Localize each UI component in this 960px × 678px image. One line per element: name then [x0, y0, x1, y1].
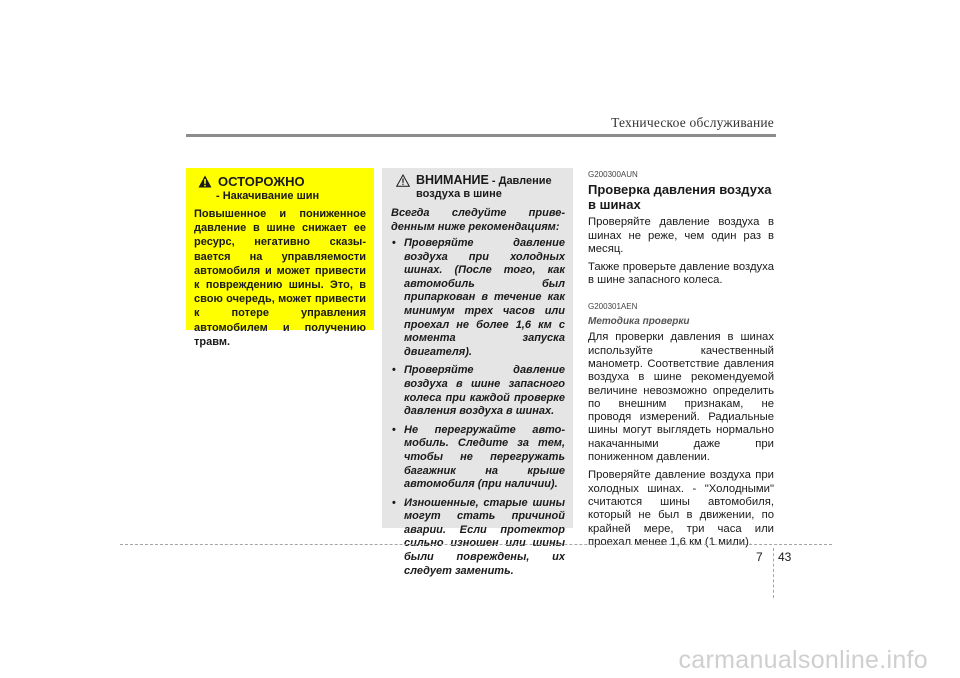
paragraph-spare-tire: Также проверьте давление воздуха в шине запасного колеса. [588, 261, 774, 287]
section-title: Техническое обслуживание [611, 115, 774, 130]
caution-intro: Всегда следуйте приве- денным ниже рекомендациям: [391, 207, 565, 233]
tire-pressure-section [588, 168, 774, 554]
caution-box [382, 168, 573, 577]
caution-triangle-icon [396, 174, 410, 187]
section-heading: Проверка давления воздуха в шинах [588, 182, 772, 212]
list-item: • Не перегружайте авто- мобиль. Следите за тем, чтобы не перегружать багажник на крыше автомобиля (при наличии). [392, 423, 565, 491]
footer-divider [773, 548, 774, 598]
warning-triangle-icon [198, 175, 212, 188]
footer-rule [120, 544, 832, 545]
list-item: • Проверяйте давление воздуха при холодных шинах. (После того, как автомобиль был припаркован в течение как минимум трех часов или проехал не более 1,6 км с момента запуска двигателя). [392, 237, 565, 358]
list-item-text: Проверяйте давление воздуха в шине запасного колеса при каждой проверке давления воздуха в шинах. [404, 364, 565, 418]
page-number: 43 [778, 550, 792, 564]
warning-subtitle: - Накачивание шин [216, 190, 320, 202]
warning-box [186, 168, 374, 348]
subsection-heading: Методика проверки [588, 316, 690, 328]
caution-subtitle: воздуха в шине [416, 188, 502, 200]
caution-title [416, 173, 552, 187]
subsection-code: G200301AEN [588, 301, 638, 311]
watermark: carmanualsonline.info [678, 646, 928, 674]
caution-title-row [391, 173, 565, 187]
section-code: G200300AUN [588, 170, 638, 179]
caution-list [391, 237, 565, 578]
warning-text: Повышенное и пониженное давление в шине снижает ее ресурс, негативно сказы- вается на управляемости автомобиля и может привести к повреждению шины. Это, в свою очередь, может привести к потере управления автомобилем и получению травм. [194, 208, 366, 348]
paragraph-method: Для проверки давления в шинах используйте качественный манометр. Соответствие давления воздуха в шине рекомендуемой величине невозможно определить по внешним признакам, не проводя измерений. Радиальные шины могут выглядеть нормально накачанными даже при пониженном давлении. [588, 331, 774, 464]
header-rule [186, 134, 776, 137]
paragraph-cold-tires: Проверяйте давление воздуха при холодных шинах. - "Холодными" считаются шины автомобиля, который не был в движении, по крайней мере, три часа или проехал менее 1,6 км (1 мили). [588, 469, 774, 548]
caution-title-word: ВНИМАНИЕ [416, 173, 489, 187]
list-item-text: Изношенные, старые шины могут стать причиной аварии. Если протектор сильно изношен или шины были повреждены, их следует заменить. [404, 496, 565, 577]
caution-title-suffix: - Давление [488, 175, 552, 187]
warning-title-row [194, 174, 366, 189]
warning-title: ОСТОРОЖНО [218, 174, 305, 189]
paragraph-check-monthly: Проверяйте давление воздуха в шинах не реже, чем один раз в месяц. [588, 216, 774, 255]
list-item: • Изношенные, старые шины могут стать причиной аварии. Если протектор сильно изношен или шины были повреждены, их следует заменить. [392, 496, 565, 577]
chapter-number: 7 [756, 550, 763, 564]
list-item-text: Проверяйте давление воздуха при холодных шинах. (После того, как автомобиль был припаркован в течение как минимум трех часов или проехал не более 1,6 км с момента запуска двигателя). [404, 237, 565, 358]
list-item: • Проверяйте давление воздуха в шине запасного колеса при каждой проверке давления воздуха в шинах. [392, 364, 565, 418]
list-item-text: Не перегружайте авто- мобиль. Следите за тем, чтобы не перегружать багажник на крыше автомобиля (при наличии). [404, 423, 565, 491]
